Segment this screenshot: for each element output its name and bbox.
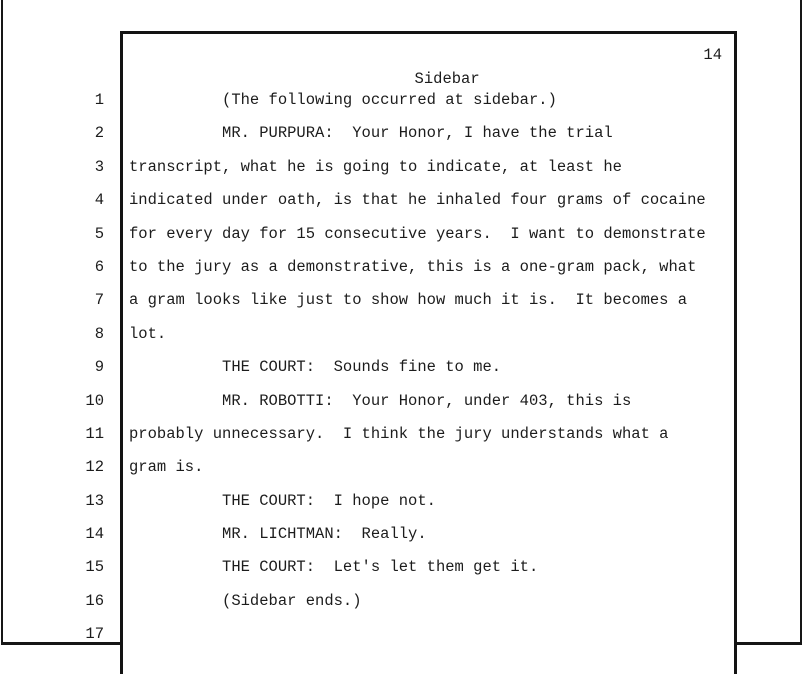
line-number: 8	[94, 324, 104, 343]
transcript-line-text: probably unnecessary. I think the jury understands what a	[129, 424, 669, 443]
transcript-lines	[129, 84, 789, 652]
transcript-line-text: (The following occurred at sidebar.)	[129, 91, 557, 109]
line-number: 12	[85, 458, 104, 477]
line-number: 7	[94, 291, 104, 310]
line-number: 5	[94, 224, 104, 243]
transcript-line-text: for every day for 15 consecutive years. I want to demonstrate	[129, 224, 706, 243]
transcript-line-text: transcript, what he is going to indicate, at least he	[129, 157, 622, 176]
line-number: 15	[85, 558, 104, 577]
page-number: 14	[703, 46, 722, 64]
line-number: 10	[85, 391, 104, 410]
transcript-line-text: indicated under oath, is that he inhaled four grams of cocaine	[129, 191, 706, 210]
page-header	[123, 43, 734, 88]
line-number: 17	[85, 625, 104, 644]
transcript-line-text: (Sidebar ends.)	[129, 591, 362, 610]
line-number-column	[0, 84, 104, 652]
line-number: 14	[85, 525, 104, 544]
line-number: 6	[94, 257, 104, 276]
line-number: 3	[94, 157, 104, 176]
transcript-line-text: MR. ROBOTTI: Your Honor, under 403, this is	[129, 391, 632, 410]
transcript-line-text: MR. LICHTMAN: Really.	[129, 525, 427, 544]
transcript-line-text: a gram looks like just to show how much it is. It becomes a	[129, 291, 688, 310]
transcript-line-text: THE COURT: Let's let them get it.	[129, 558, 539, 577]
line-number: 11	[85, 424, 104, 443]
line-number: 16	[85, 591, 104, 610]
transcript-line-text: gram is.	[129, 458, 204, 477]
line-number: 2	[94, 124, 104, 143]
transcript-line-text: lot.	[129, 324, 167, 343]
page-title: Sidebar	[414, 70, 480, 88]
line-number: 4	[94, 191, 104, 210]
transcript-line-text: MR. PURPURA: Your Honor, I have the trial	[129, 124, 613, 143]
transcript-line-text: to the jury as a demonstrative, this is a one-gram pack, what	[129, 257, 697, 276]
transcript-line-text: THE COURT: I hope not.	[129, 491, 436, 510]
line-number: 9	[94, 358, 104, 377]
transcript-line-text: THE COURT: Sounds fine to me.	[129, 358, 502, 377]
line-number: 13	[85, 491, 104, 510]
line-number: 1	[94, 91, 104, 109]
